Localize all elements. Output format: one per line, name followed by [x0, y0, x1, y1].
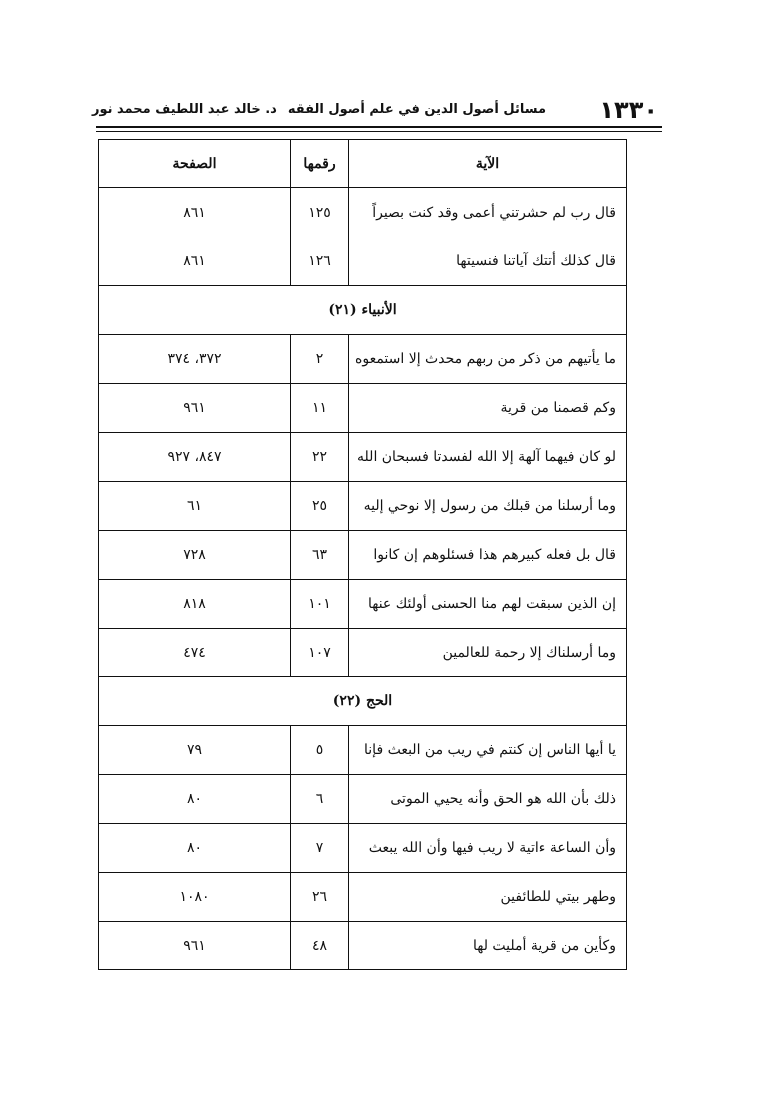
table-row [99, 873, 627, 922]
verse-text: يا أيها الناس إن كنتم في ريب من البعث فإنا [349, 726, 627, 775]
column-header-number: رقمها [291, 140, 349, 188]
verse-number: ٦ [291, 775, 349, 824]
verse-number: ١٢٦ [291, 238, 349, 286]
column-header-page: الصفحة [99, 140, 291, 188]
page-header [92, 96, 658, 126]
page-reference: ٩٦١ [99, 922, 291, 970]
page-reference: ٨٦١ [99, 188, 291, 238]
verse-number: ٢٦ [291, 873, 349, 922]
verse-number: ٢ [291, 335, 349, 384]
verse-text: وما أرسلنا من قبلك من رسول إلا نوحي إليه [349, 482, 627, 531]
verse-text: ذلك بأن الله هو الحق وأنه يحيي الموتى [349, 775, 627, 824]
table-row [99, 384, 627, 433]
verse-text: وطهر بيتي للطائفين [349, 873, 627, 922]
column-header-verse: الآية [349, 140, 627, 188]
page-reference: ١٠٨٠ [99, 873, 291, 922]
header-rule [96, 126, 662, 128]
table-row [99, 726, 627, 775]
verse-text: وكم قصمنا من قرية [349, 384, 627, 433]
verse-text: لو كان فيهما آلهة إلا الله لفسدتا فسبحان الله [349, 433, 627, 482]
verse-text: وأن الساعة ءاتية لا ريب فيها وأن الله يبعث [349, 824, 627, 873]
book-title: مسائل أصول الدين في علم أصول الفقه [287, 102, 546, 117]
surah-title: الحج (٢٢) [99, 677, 627, 726]
verse-number: ١٠١ [291, 580, 349, 629]
verse-text: قال رب لم حشرتني أعمى وقد كنت بصيراً [349, 188, 627, 238]
page-reference: ٣٧٢، ٣٧٤ [99, 335, 291, 384]
table-row [99, 775, 627, 824]
page-reference: ٧٩ [99, 726, 291, 775]
verse-number: ١٠٧ [291, 629, 349, 677]
table-row [99, 482, 627, 531]
verse-text: وكأين من قرية أمليت لها [349, 922, 627, 970]
page-reference: ٤٧٤ [99, 629, 291, 677]
verse-number: ٦٣ [291, 531, 349, 580]
surah-heading-row [99, 677, 627, 726]
page-number: ١٣٣٠ [599, 96, 658, 124]
verse-text: قال كذلك أتتك آياتنا فنسيتها [349, 238, 627, 286]
page-reference: ٨٤٧، ٩٢٧ [99, 433, 291, 482]
table-row [99, 188, 627, 238]
header-rule-thin [96, 131, 662, 132]
verse-text: قال بل فعله كبيرهم هذا فسئلوهم إن كانوا [349, 531, 627, 580]
verse-number: ٧ [291, 824, 349, 873]
verse-number: ٤٨ [291, 922, 349, 970]
verse-number: ٢٥ [291, 482, 349, 531]
surah-title: الأنبياء (٢١) [99, 286, 627, 335]
page-reference: ٨١٨ [99, 580, 291, 629]
verse-text: إن الذين سبقت لهم منا الحسنى أولئك عنها [349, 580, 627, 629]
table-row [99, 335, 627, 384]
verse-number: ١٢٥ [291, 188, 349, 238]
verse-text: ما يأتيهم من ذكر من ربهم محدث إلا استمعوه [349, 335, 627, 384]
table-row [99, 238, 627, 286]
verse-number: ٥ [291, 726, 349, 775]
page-reference: ٨٠ [99, 824, 291, 873]
page-reference: ٧٢٨ [99, 531, 291, 580]
table-row [99, 824, 627, 873]
table-row [99, 922, 627, 970]
page-reference: ٦١ [99, 482, 291, 531]
table-row [99, 629, 627, 677]
table-row [99, 580, 627, 629]
page-reference: ٨٠ [99, 775, 291, 824]
table-row [99, 531, 627, 580]
page-reference: ٩٦١ [99, 384, 291, 433]
page-reference: ٨٦١ [99, 238, 291, 286]
table-row [99, 433, 627, 482]
surah-heading-row [99, 286, 627, 335]
verse-number: ٢٢ [291, 433, 349, 482]
table-header-row [99, 140, 627, 188]
verse-index-table [98, 139, 627, 970]
verse-text: وما أرسلناك إلا رحمة للعالمين [349, 629, 627, 677]
verse-number: ١١ [291, 384, 349, 433]
author-name: د. خالد عبد اللطيف محمد نور [92, 102, 277, 117]
